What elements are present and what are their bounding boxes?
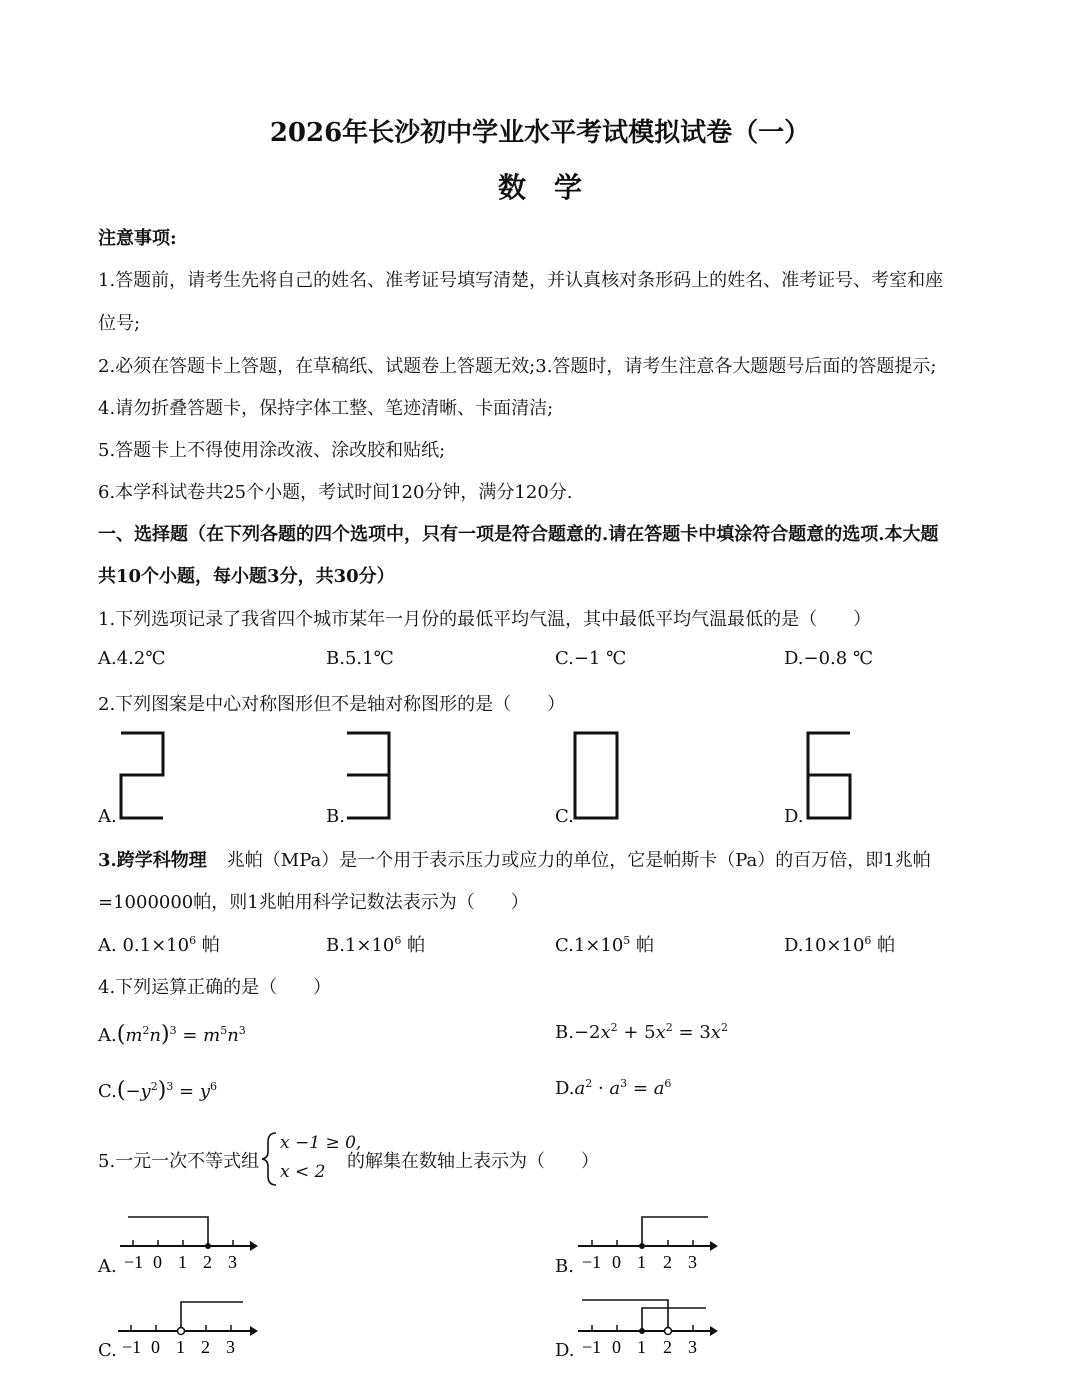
q5-inequality-2: x < 2 [280,1162,326,1182]
tick-label: 2 [203,1252,212,1272]
q5-option-b-label: B. [555,1256,574,1277]
tick-label: 3 [228,1252,237,1272]
tick-label: 0 [151,1337,160,1357]
notice-line-6: 6.本学科试卷共25个小题，考试时间120分钟，满分120分. [98,482,573,503]
q2-stem: 2.下列图案是中心对称图形但不是轴对称图形的是（ ） [98,694,566,715]
notice-line-2: 位号; [98,313,141,334]
section1-heading-1: 一、选择题（在下列各题的四个选项中，只有一项是符合题意的.请在答题卡中填涂符合题意的选项.本大题 [98,524,939,545]
q4-stem: 4.下列运算正确的是（ ） [98,977,332,998]
q5-inequality-1: x −1 ≥ 0, [280,1133,362,1153]
tick-label: 3 [226,1337,235,1357]
q1-option-c: C.−1 ℃ [555,648,627,669]
section1-heading-2: 共10个小题，每小题3分，共30分） [98,566,395,587]
q5-stem-post: 的解集在数轴上表示为（ ） [347,1151,599,1172]
q5-numberline-a [120,1217,258,1272]
q3-option-d: $D.10\times 10^6$ 帕 [784,934,896,956]
q2-option-b-label: B. [326,806,345,827]
tick-label: 0 [612,1252,621,1272]
q1-option-d: D.−0.8 ℃ [784,648,874,669]
q5-stem-pre: 5.一元一次不等式组 [98,1151,260,1172]
notice-line-4: 4.请勿折叠答题卡，保持字体工整、笔迹清晰、卡面清洁; [98,398,554,419]
notice-line-3: 2.必须在答题卡上答题，在草稿纸、试题卷上答题无效;3.答题时，请考生注意各大题题号后面的答题提示; [98,356,937,377]
tick-label: 2 [663,1252,672,1272]
tick-label: 2 [663,1337,672,1357]
tick-label: 1 [176,1337,185,1357]
exam-subject: 数 学 [497,171,582,204]
q5-numberline-c [118,1302,258,1357]
q4-option-c: $C.(-y^2)^3 = y^6$ [98,1078,218,1103]
tick-label: −1 [582,1252,602,1272]
tick-label: 3 [688,1337,697,1357]
notice-line-5: 5.答题卡上不得使用涂改液、涂改胶和贴纸; [98,440,446,461]
tick-label: 1 [637,1337,646,1357]
q1-stem: 1.下列选项记录了我省四个城市某年一月份的最低平均气温，其中最低平均气温最低的是（ ） [98,609,872,630]
q4-option-d: $D.a^2 \cdot a^3 = a^6$ [555,1077,672,1099]
tick-label: −1 [122,1337,142,1357]
q5-numberline-d [578,1300,718,1357]
q5-option-a-label: A. [98,1256,117,1277]
q3-option-a: A. $0.1\times 10^6$ 帕 [98,934,220,956]
q4-option-a: $A.(m^2n)^3 = m^5n^3$ [98,1022,246,1047]
tick-label: 2 [201,1337,210,1357]
q2-option-c-label: C. [555,806,574,827]
notice-heading: 注意事项: [98,228,177,249]
q3-tag: 3.跨学科物理 [98,850,207,871]
tick-label: −1 [582,1337,602,1357]
q3-stem-2: =1000000帕，则1兆帕用科学记数法表示为（ ） [98,892,529,913]
tick-label: 0 [153,1252,162,1272]
q5-numberline-b [578,1217,718,1272]
q2-option-a-label: A. [98,806,117,827]
notice-line-1: 1.答题前，请考生先将自己的姓名、准考证号填写清楚，并认真核对条形码上的姓名、准考证号、考室和座 [98,270,944,291]
tick-label: 1 [178,1252,187,1272]
q2-option-d-label: D. [784,806,804,827]
tick-label: 1 [637,1252,646,1272]
q4-option-b: $B.-2x^2 + 5x^2 = 3x^2$ [555,1021,728,1043]
q3-option-b: $B.1\times 10^6$ 帕 [326,934,426,956]
q5-option-c-label: C. [98,1340,117,1361]
tick-label: −1 [124,1252,144,1272]
q1-option-b: B.5.1℃ [326,648,394,669]
tick-label: 3 [688,1252,697,1272]
tick-label: 0 [612,1337,621,1357]
q1-option-a: A.4.2℃ [98,648,166,669]
q5-option-d-label: D. [555,1340,575,1361]
exam-title: 2026年长沙初中学业水平考试模拟试卷（一） [269,118,811,148]
q3-stem-1: 兆帕（MPa）是一个用于表示压力或应力的单位，它是帕斯卡（Pa）的百万倍，即1兆帕 [226,850,931,871]
q3-option-c: $C.1\times 10^5$ 帕 [555,934,655,956]
